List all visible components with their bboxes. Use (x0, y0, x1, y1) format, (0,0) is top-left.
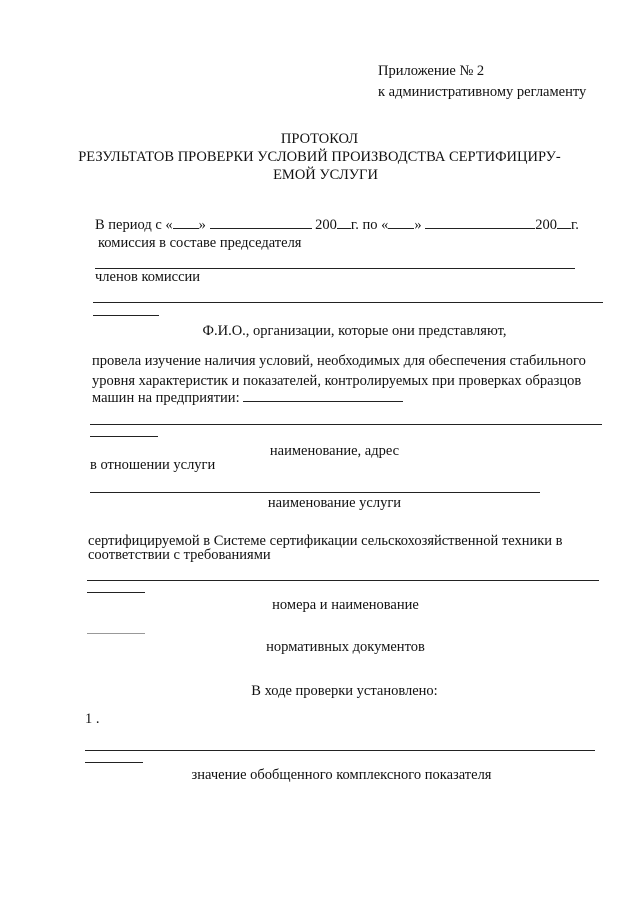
commission-label: комиссия в составе председателя (98, 235, 302, 251)
service-blank-line[interactable] (90, 492, 540, 493)
item-number: 1 . (85, 711, 100, 727)
requirements-blank-short-line[interactable] (87, 592, 145, 593)
document-subtitle-line-2: ЕМОЙ УСЛУГИ (273, 167, 378, 183)
period-close-quote: » (198, 217, 206, 233)
members-label: членов комиссии (95, 269, 201, 285)
document-title: ПРОТОКОЛ (280, 131, 359, 147)
month-from-blank[interactable] (210, 216, 312, 229)
item-blank-short-line[interactable] (85, 762, 143, 763)
day-to-blank[interactable] (388, 216, 414, 229)
study-text-line-3 (92, 389, 403, 407)
year-to-blank[interactable] (557, 216, 571, 229)
period-to-label: г. по « (350, 217, 389, 233)
enterprise-blank[interactable] (243, 389, 403, 402)
study-text-line-2: уровня характеристик и показателей, контролируемых при проверках образцов (92, 373, 582, 389)
established-heading: В ходе проверки установлено: (251, 683, 438, 699)
study-text-line-3-label: машин на предприятии: (92, 390, 240, 406)
document-subtitle-line-1: РЕЗУЛЬТАТОВ ПРОВЕРКИ УСЛОВИЙ ПРОИЗВОДСТВА СЕРТИФИЦИРУ- (78, 149, 561, 165)
day-from-blank[interactable] (173, 216, 199, 229)
appendix-number: Приложение № 2 (378, 63, 485, 79)
normative-caption: нормативных документов (266, 639, 425, 655)
year-to: 200 (535, 217, 557, 233)
name-address-caption: наименование, адрес (269, 443, 400, 459)
indicator-caption: значение обобщенного комплексного показателя (191, 767, 492, 783)
requirements-blank-line[interactable] (87, 580, 599, 581)
certified-text-line-2: соответствии с требованиями (88, 547, 271, 563)
certified-text-line-1: сертифицируемой в Системе сертификации сельскохозяйственной техники в (88, 533, 563, 549)
year-from-blank[interactable] (337, 216, 351, 229)
enterprise-blank-short-line[interactable] (90, 436, 158, 437)
year-from: 200 (315, 217, 337, 233)
members-blank-short-line[interactable] (93, 315, 159, 316)
appendix-reference: к административному регламенту (378, 84, 587, 100)
period-prefix: В период с « (95, 217, 173, 233)
fio-caption: Ф.И.О., организации, которые они представляют, (202, 323, 507, 339)
service-name-caption: наименование услуги (267, 495, 402, 511)
month-to-blank[interactable] (425, 216, 535, 229)
period-line (95, 216, 579, 234)
enterprise-blank-line[interactable] (90, 424, 602, 425)
numbers-caption: номера и наименование (272, 597, 419, 613)
regarding-service-label: в отношении услуги (90, 457, 216, 473)
members-blank-line[interactable] (93, 302, 603, 303)
period-end: г. (570, 217, 579, 233)
item-blank-line[interactable] (85, 750, 595, 751)
normative-blank-short-line[interactable] (87, 633, 145, 634)
study-text-line-1: провела изучение наличия условий, необходимых для обеспечения стабильного (92, 353, 586, 369)
period-close-quote-2: » (414, 217, 422, 233)
